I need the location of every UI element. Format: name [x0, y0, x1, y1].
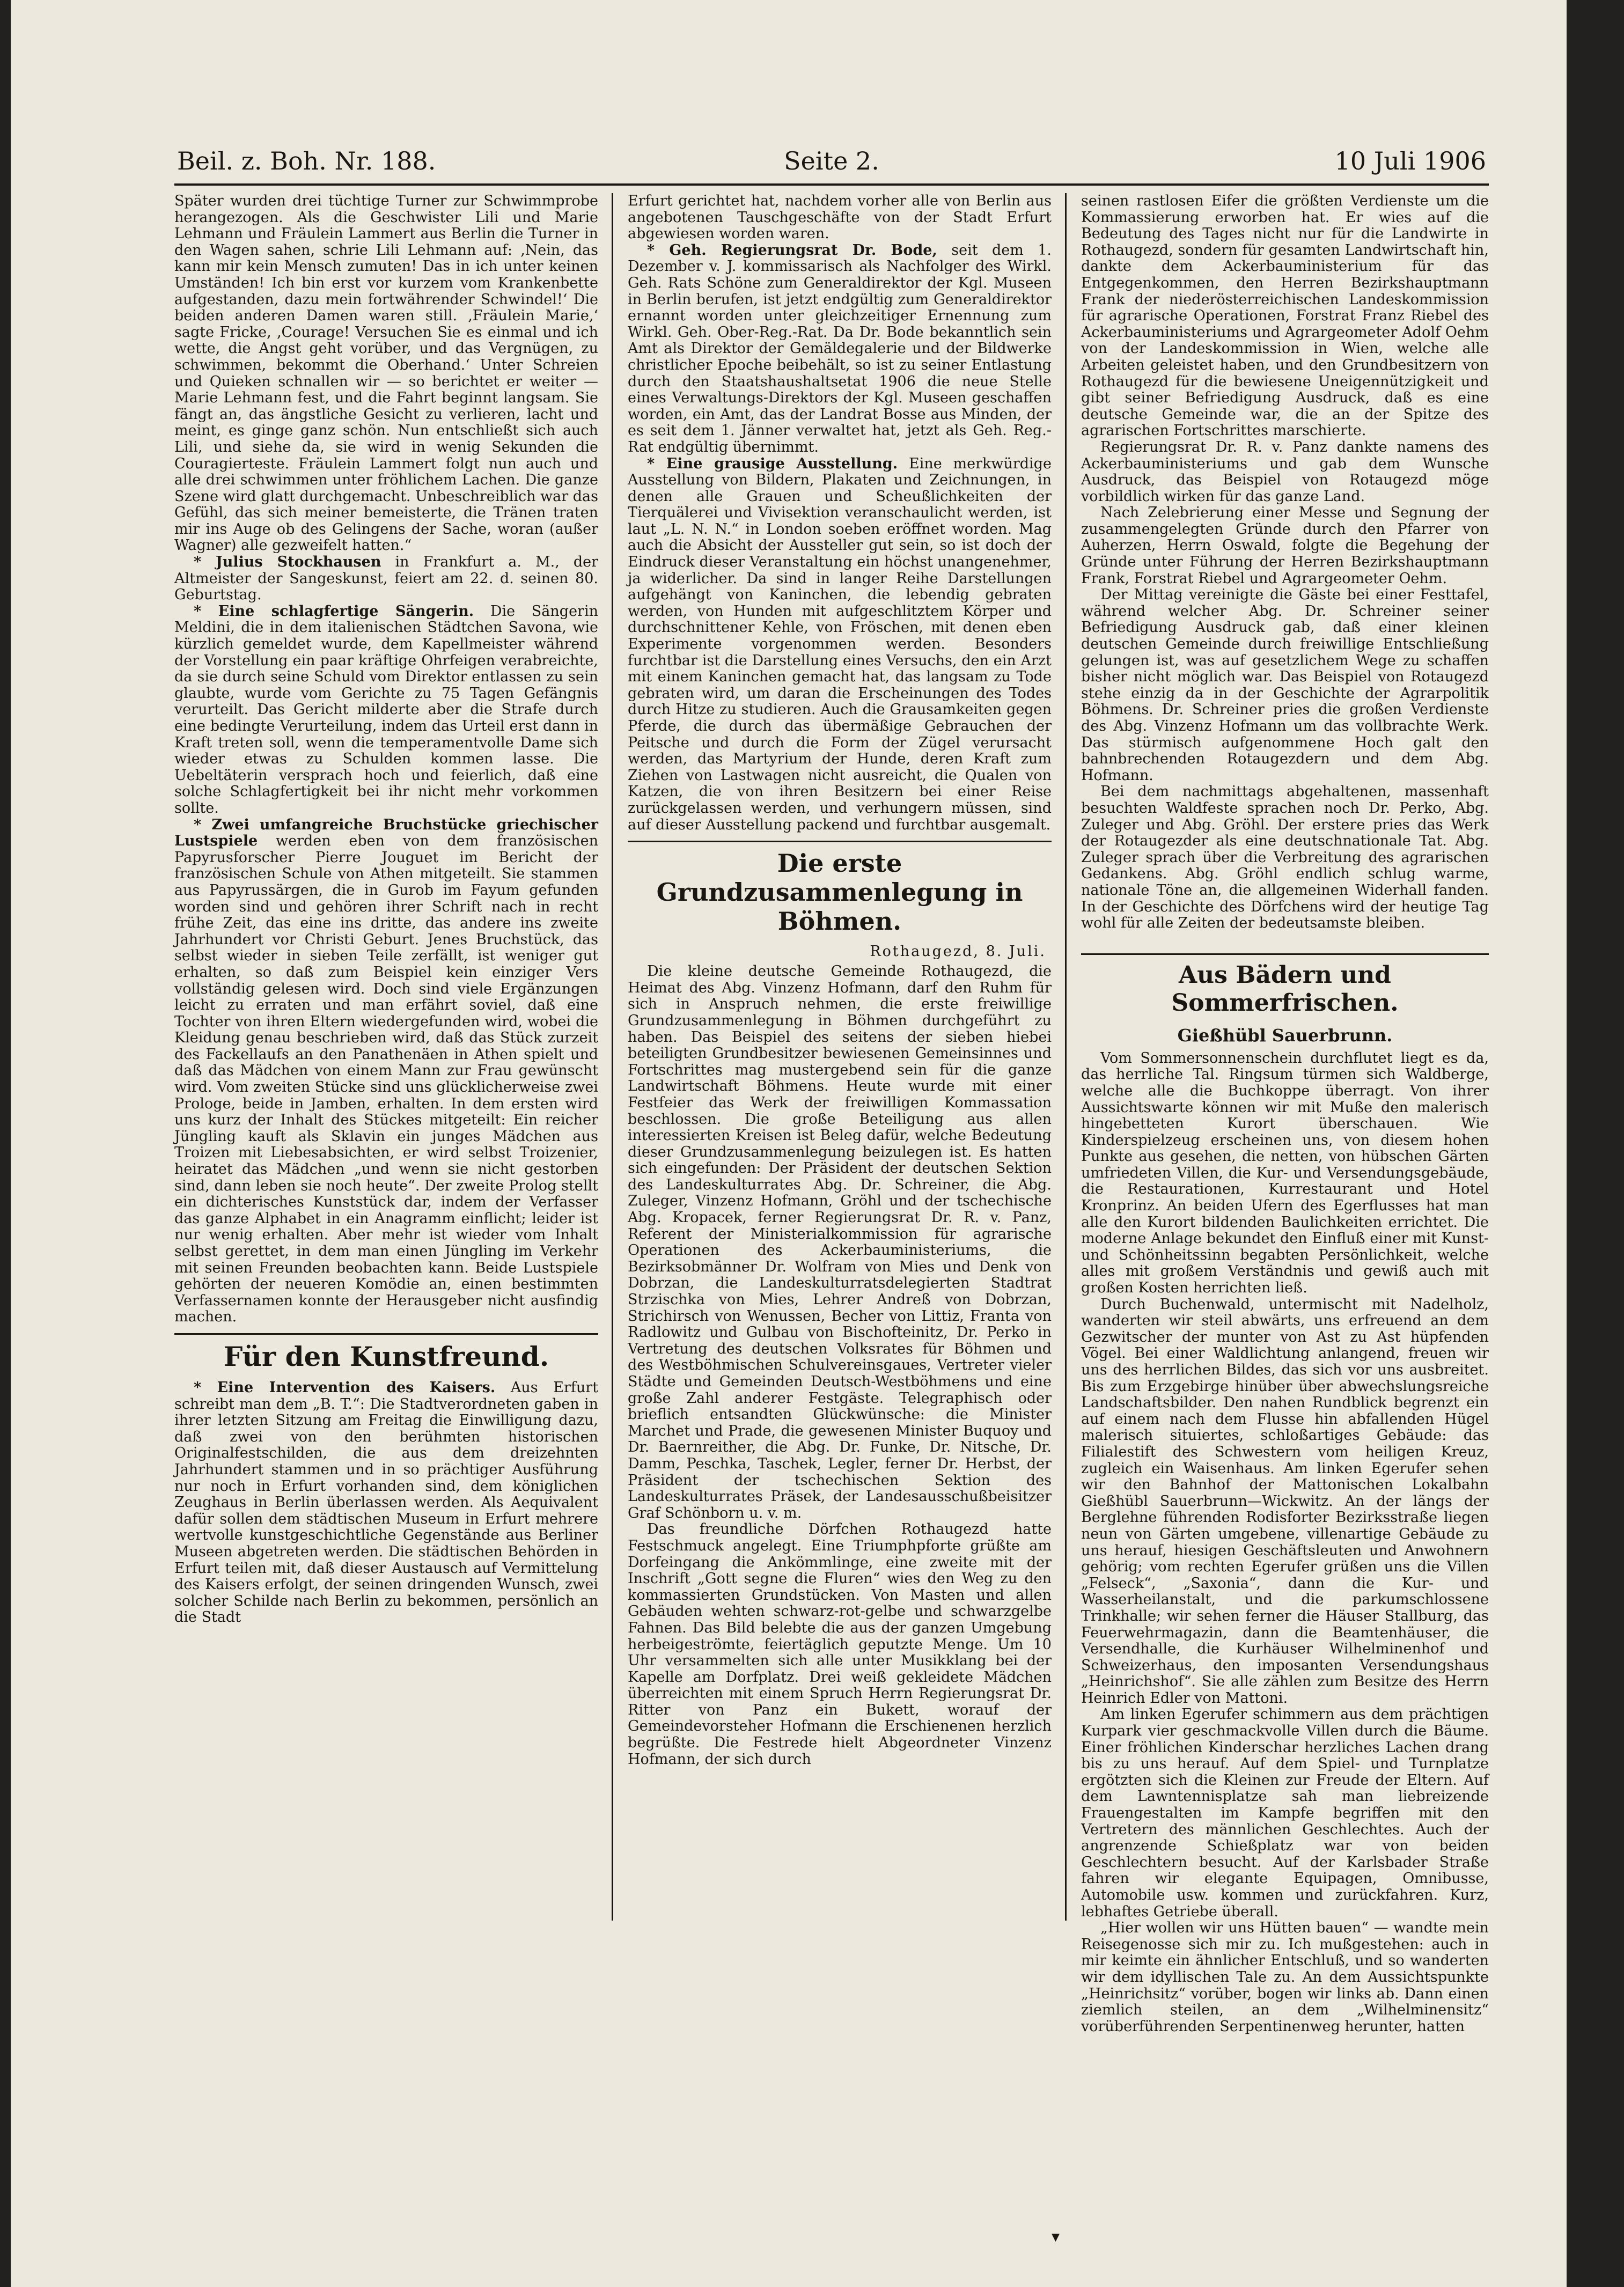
article-paragraph: Vom Sommersonnenschein durchflutet liegt es da, das herrliche Tal. Ringsum türmen sich Waldberge, welche alle die Buchkoppe überragt. Von ihrer Aussichtswarte können wir mit Muße den malerisch hingebetteten Kurort überschauen. Wie Kinderspielzeug erscheinen uns, von diesem hohen Punkte aus gesehen, die netten, von hübschen Gärten umfriedeten Villen, die Kur- und Versendungsgebäude, die Restaurationen, Kurrestaurant und Hotel Kronprinz. An beiden Ufern des Egerflusses hat man alle den Kurort bildenden Baulichkeiten errichtet. Die moderne Anlage bekundet den Einfluß einer mit Kunst- und Schönheitssinn begabten Persönlichkeit, welche alles mit großem Verständnis und gewiß auch mit großen Kosten herrichten ließ. — [1081, 1049, 1489, 1297]
article-paragraph: Das freundliche Dörfchen Rothaugezd hatte Festschmuck angelegt. Eine Triumphpforte grüßte am Dorfeingang die Ankömmlinge, eine zweite mit der Inschrift „Gott segne die Fluren“ wies den Weg zu den kommassierten Grundstücken. Von Masten und allen Gebäuden wehten schwarz-rot-gelbe und schwarzgelbe Fahnen. Das Bild belebte die aus der ganzen Umgebung herbeigeströmte, feiertäglich geputzte Menge. Um 10 Uhr versammelten sich alle unter Musikklang bei der Kapelle am Dorfplatz. Drei weiß gekleidete Mädchen überreichten mit einem Spruch Herrn Regierungsrat Dr. Ritter von Panz ein Bukett, worauf der Gemeindevorsteher Hofmann die Erschienenen herzlich begrüßte. Die Festrede hielt Abgeordneter Vinzenz Hofmann, der sich durch — [628, 1521, 1052, 1768]
article-paragraph: Am linken Egerufer schimmern aus dem prächtigen Kurpark vier geschmackvolle Villen durch die Bäume. Einer fröhlichen Kinderschar herzliches Lachen drang bis zu uns herauf. Auf dem Spiel- und Turnplatze ergötzten sich die Kleinen zur Freude der Eltern. Auf dem Lawntennisplatze sah man liebreizende Frauengestalten im Kampfe begriffen mit den Vertretern des männlichen Geschlechtes. Auch der angrenzende Schießplatz war von beiden Geschlechtern besucht. Auf der Karlsbader Straße fahren wir elegante Equipagen, Omnibusse, Automobile usw. kommen und zurückfahren. Kurz, lebhaftes Getriebe überall. — [1081, 1706, 1489, 1920]
article-heading: * Eine grausige Ausstellung. — [647, 455, 898, 472]
article-text: Eine merkwürdige Ausstellung von Bildern, Plakaten und Zeichnungen, in denen alle Grauen und Scheußlichkeiten der Tierquälerei und Vivisektion veranschaulicht werden, ist laut „L. N. N.“ in London soeben eröffnet worden. Mag auch die Absicht der Aussteller gut sein, so ist doch der Eindruck dieser Veranstaltung ein höchst unangenehmer, ja widerlicher. Da sind in langer Reihe Darstellungen aufgehängt von Kaninchen, die lebendig gebraten werden, von Hunden mit aufgeschlitztem Körper und durchschnittener Kehle, von Fröschen, mit denen eben Experimente vorgenommen werden. Besonders furchtbar ist die Darstellung eines Versuchs, den ein Arzt mit einem Kaninchen gemacht hat, das langsam zu Tode gebraten wird, um daran die Erscheinungen des Todes durch Hitze zu studieren. Auch die Grausamkeiten gegen Pferde, die durch das übermäßige Gebrauchen der Peitsche und durch die Form der Zügel verursacht werden, das Martyrium der Hunde, deren Kraft zum Ziehen von Lastwagen nicht ausreicht, die Qualen von Katzen, die von ihren Besitzern bei einer Reise zurückgelassen werden, und verhungern müssen, sind auf dieser Ausstellung packend und furchtbar ausgemalt. — [628, 455, 1052, 833]
section-rule — [174, 1333, 598, 1335]
column-left — [174, 193, 598, 1899]
article-paragraph — [174, 817, 598, 1326]
article-paragraph — [174, 1380, 598, 1626]
section-rule — [628, 841, 1052, 842]
article-heading: * Zwei umfangreiche Bruchstücke griechischer Lustspiele — [174, 816, 598, 850]
article-paragraph — [628, 456, 1052, 834]
column-middle — [628, 193, 1052, 1899]
article-paragraph: seinen rastlosen Eifer die größten Verdienste um die Kommassierung erworben hat. Er wies auf die Bedeutung des Tages nicht nur für die Landwirte in Rothaugezd, sondern für gesamten Landwirtschaft hin, dankte dem Ackerbauministerium für das Entgegenkommen, den Herren Bezirkshauptmann Frank der niederösterreichischen Landeskommission für agrarische Operationen, Forstrat Franz Riebel des Ackerbauministeriums und Agrargeometer Adolf Oehm von der Landeskommission in Wien, welche alle Arbeiten geleistet haben, und den Grundbesitzern von Rothaugezd für die bewiesene Uneigennützigkeit und gibt seiner Befriedigung Ausdruck, daß es eine deutsche Gemeinde war, die an der Spitze des agrarischen Fortschrittes marschierte. — [1081, 193, 1489, 439]
article-heading: * Geh. Regierungsrat Dr. Bode, — [647, 241, 937, 259]
section-heading: Aus Bädern und Sommerfrischen. — [1171, 961, 1399, 1017]
subsection-heading: Gießhübl Sauerbrunn. — [1177, 1025, 1393, 1046]
section-heading: Für den Kunstfreund. — [223, 1340, 549, 1372]
issue-date: 10 Juli 1906 — [1334, 146, 1486, 175]
newspaper-page — [11, 0, 1567, 2287]
page-number: Seite 2. — [784, 146, 879, 175]
article-paragraph: Erfurt gerichtet hat, nachdem vorher alle von Berlin aus angebotenen Tauschgeschäfte von der Stadt Erfurt abgewiesen worden waren. — [628, 193, 1052, 242]
article-text: Aus Erfurt schreibt man dem „B. T.“: Die Stadtverordneten gaben in ihrer letzten Sitzung am Freitag die Einwilligung dazu, daß zwei von den berühmten historischen Originalfestschilden, die aus dem dreizehnten Jahrhundert stammen und in so prächtiger Ausführung nur noch in Erfurt vorhanden sind, dem königlichen Zeughaus in Berlin überlassen werden. Als Aequivalent dafür sollen dem städtischen Museum in Erfurt mehrere wertvolle kunstgeschichtliche Gegenstände aus Berliner Museen abgetreten werden. Die städtischen Behörden in Erfurt teilen mit, daß dieser Austausch auf Vermittelung des Kaisers erfolgt, der seinen dringenden Wunsch, zwei solcher Schilde nach Berlin zu bekommen, persönlich an die Stadt — [174, 1379, 598, 1626]
article-paragraph: Regierungsrat Dr. R. v. Panz dankte namens des Ackerbauministeriums und gab dem Wunsche Ausdruck, das Beispiel von Rotaugezd möge vorbildlich wirken für das ganze Land. — [1081, 438, 1489, 505]
section-rule — [1081, 953, 1489, 955]
article-text: Die Sängerin Meldini, die in dem italienischen Städtchen Savona, wie kürzlich gemeldet wurde, dem Kapellmeister während der Vorstellung ein paar kräftige Ohrfeigen verabreichte, da sie durch seine Schuld vom Direktor entlassen zu sein glaubte, wurde vom Gerichte zu 75 Tagen Gefängnis verurteilt. Das Gericht milderte aber die Strafe durch eine bedingte Verurteilung, indem das Urteil erst dann in Kraft treten soll, wenn die temperamentvolle Dame sich wieder etwas zu Schulden kommen lasse. Die Uebeltäterin versprach hoch und feierlich, daß eine solche Schlagfertigkeit bei ihr nicht mehr vorkommen sollte. — [174, 602, 598, 817]
article-paragraph: Bei dem nachmittags abgehaltenen, massenhaft besuchten Waldfeste sprachen noch Dr. Perko, Abg. Zuleger und Abg. Gröhl. Der erstere pries das Werk der Rotaugezder als eine deutschnationale Tat. Abg. Zuleger sprach über die Verbreitung des agrarischen Gedankens. Abg. Gröhl endlich schlug warme, nationale Töne an, die allgemeinen Widerhall fanden. In der Geschichte des Dörfchens wird der heutige Tag wohl für alle Zeiten der bedeutsamste bleiben. — [1081, 783, 1489, 932]
dateline: Rothaugezd, 8. Juli. — [870, 943, 1046, 960]
article-paragraph: Später wurden drei tüchtige Turner zur Schwimmprobe herangezogen. Als die Geschwister Lili und Marie Lehmann und Fräulein Lammert aus Berlin die Turner in den Wagen sahen, schrie Lili Lehmann auf: ‚Nein, das kann mir kein Mensch zumuten! Das in ich unter keinen Umständen! Ich bin erst vor kurzem vom Krankenbette aufgestanden, dazu mein fortwährender Schwindel!‘ Die beiden anderen Damen waren still. ‚Fräulein Marie,‘ sagte Fricke, ‚Courage! Versuchen Sie es einmal und ich wette, die Angst geht vorüber, und das Vergnügen, zu schwimmen, bekommt die Oberhand.‘ Unter Schreien und Quieken schnallen wir — so berichtet er weiter — Marie Lehmann fest, und die Fahrt beginnt langsam. Sie fängt an, das ängstliche Gesicht zu verlieren, lacht und meint, es ginge ganz schön. Nun entschließt sich auch Lili, und siehe da, sie wird in wenig Sekunden die Couragierteste. Fräulein Lammert folgt nun auch und alle drei schwimmen unter fröhlichem Lachen. Die ganze Szene wird glatt durchgemacht. Unbeschreiblich war das Gefühl, das sich meiner bemeisterte, die Tränen traten mir ins Auge ob des Gelingens der Sache, woran (außer Wagner) alle gezweifelt hatten.“ — [174, 193, 598, 554]
article-paragraph: „Hier wollen wir uns Hütten bauen“ — wandte mein Reisegenosse sich mir zu. Ich mußgestehen: auch in mir keimte ein ähnlicher Entschluß, und so wanderten wir dem idyllischen Tale zu. An dem Aussichtspunkte „Heinrichsitz“ vorüber, bogen wir links ab. Dann einen ziemlich steilen, an dem „Wilhelminensitz“ vorüberführenden Serpentinenweg herunter, hatten — [1081, 1920, 1489, 2035]
article-paragraph — [174, 604, 598, 817]
article-text: werden eben von dem französischen Papyrusforscher Pierre Jouguet im Bericht der französischen Schule von Athen mitgeteilt. Sie stammen aus Papyrussärgen, die in Gurob im Fayum gefunden worden sind und gehören ihrer Schrift nach in recht frühe Zeit, das eine ins dritte, das andere ins zweite Jahrhundert vor Christi Geburt. Jenes Bruchstück, das selbst wieder in sieben Teile zerfällt, ist weniger gut erhalten, so daß zum Beispiel kein einziger Vers vollständig gelesen wird. Doch sind viele Ergänzungen leicht zu erraten und man erfährt soviel, daß eine Tochter von ihren Eltern wiedergefunden wird, wobei die Kleidung genau beschrieben wird, daß das Stück zurzeit des Fackellaufs an den Panathenäen in Athen spielt und daß das Mädchen von einem Mann zur Frau gewünscht wird. Vom zweiten Stücke sind uns glücklicherweise zwei Prologe, beide in Jamben, erhalten. In dem ersten wird uns kurz der Inhalt des Stückes mitgeteilt: Ein reicher Jüngling kauft als Sklavin ein junges Mädchen aus Troizen mit Liebesabsichten, er wird selbst Troizenier, heiratet das Mädchen „und wenn sie nicht gestorben sind, dann leben sie noch heute“. Der zweite Prolog stellt ein dichterisches Kunststück dar, indem der Verfasser das ganze Alphabet in ein Anagramm einflicht; leider ist nur wenig erhalten. Aber mehr ist wieder vom Inhalt selbst gerettet, in dem man einen Jüngling im Verkehr mit seinen Freunden beobachten kann. Beide Lustspiele gehörten der neueren Komödie an, einen bestimmten Verfassernamen konnte der Herausgeber nicht ausfindig machen. — [174, 833, 598, 1326]
article-paragraph: Durch Buchenwald, untermischt mit Nadelholz, wanderten wir steil abwärts, uns erfreuend an dem Gezwitscher der munter von Ast zu Ast hüpfenden Vögel. Bei einer Waldlichtung anlangend, freuen wir uns des herrlichen Bildes, das sich vor uns ausbreitet. Bis zum Erzgebirge hinüber über abwechslungsreiche Landschaftsbilder. Den nahen Rundblick begrenzt ein auf einem nach dem Flusse hin abfallenden Hügel malerisch situiertes, schloßartiges Gebäude: das Filialestift des Schwestern vom heiligen Kreuz, zugleich ein Waisenhaus. Am linken Egerufer sehen wir den Bahnhof der Mattonischen Lokalbahn Gießhübl Sauerbrunn—Wickwitz. An der längs der Berglehne führenden Rodisforter Bezirksstraße liegen neun von Gärten umgebene, villenartige Gebäude zu uns herauf, hiesigen Geschäftsleuten und Anwohnern gehörig; vom rechten Egerufer grüßen uns die Villen „Felseck“, „Saxonia“, dann die Kur- und Wasserheilanstalt, und die parkumschlossene Trinkhalle; wir sehen ferner die Häuser Stallburg, das Feuerwehrmagazin, dann die Beamtenhäuser, die Versendhalle, die Kurhäuser Wilhelminenhof und Schweizerhaus, den imposanten Versendungshaus „Heinrichshof“. Sie alle zählen zum Besitze des Herrn Heinrich Edler von Mattoni. — [1081, 1296, 1489, 1707]
article-paragraph: Die kleine deutsche Gemeinde Rothaugezd, die Heimat des Abg. Vinzenz Hofmann, darf den Ruhm für sich in Anspruch nehmen, die erste freiwillige Grundzusammenlegung in Böhmen durchgeführt zu haben. Das Beispiel des seitens der sieben hiebei beteiligten Grundbesitzer bewiesenen Gemeinsinnes und Fortschrittes mag mustergebend sein für die ganze Landwirtschaft Böhmens. Heute wurde mit einer Festfeier das Werk der freiwilligen Kommassation beschlossen. Die große Beteiligung aus allen interessierten Kreisen ist Beleg dafür, welche Bedeutung dieser Grundzusammenlegung beizulegen ist. Es hatten sich eingefunden: Der Präsident der deutschen Sektion des Landeskulturrates Abg. Dr. Schreiner, die Abg. Zuleger, Vinzenz Hofmann, Gröhl und der tschechische Abg. Kropacek, ferner Regierungsrat Dr. R. v. Panz, Referent der Ministerialkommission für agrarische Operationen des Ackerbauministeriums, die Bezirksobmänner Dr. Wolfram von Mies und Denk von Dobrzan, die Landeskulturratsdelegierten Stadtrat Strzischka von Mies, Lehrer Andreß von Dobrzan, Strichirsch von Wenussen, Becher von Littiz, Franta von Radlowitz und Gulbau von Bischofteinitz, Dr. Perko in Vertretung des deutschen Volksrates für Böhmen und des Westböhmischen Schulvereinsgaues, Vertreter vieler Städte und Gemeinden Deutsch-Westböhmens und eine große Zahl anderer Festgäste. Telegraphisch oder brieflich entsandten Glückwünsche: die Minister Marchet und Prade, die gewesenen Minister Buquoy und Dr. Baernreither, die Abg. Dr. Funke, Dr. Nitsche, Dr. Damm, Peschka, Taschek, Legler, ferner Dr. Herbst, der Präsident der tschechischen Sektion des Landeskulturrates Präsek, der Landesausschußbeisitzer Graf Schönborn u. v. m. — [628, 963, 1052, 1521]
running-header — [177, 142, 1486, 180]
article-paragraph — [174, 554, 598, 604]
article-text: in Frankfurt a. M., der Altmeister der Sangeskunst, feiert am 22. d. seinen 80. Geburtstag. — [174, 554, 598, 604]
article-paragraph: Der Mittag vereinigte die Gäste bei einer Festtafel, während welcher Abg. Dr. Schreiner seiner Befriedigung Ausdruck gab, daß einer kleinen deutschen Gemeinde durch freiwillige Entschließung gelungen ist, was auf gesetzlichem Wege zu schaffen bisher nicht möglich war. Das Beispiel von Rotaugezd stehe einzig da in der Geschichte der Agrarpolitik Böhmens. Dr. Schreiner pries die großen Verdienste des Abg. Vinzenz Hofmann um das vollbrachte Werk. Das stürmisch aufgenommene Hoch galt den bahnbrechenden Rotaugezdern und dem Abg. Hofmann. — [1081, 586, 1489, 784]
column-right — [1081, 193, 1489, 2035]
supplement-number: Beil. z. Boh. Nr. 188. — [177, 146, 436, 175]
article-text: seit dem 1. Dezember v. J. kommissarisch als Nachfolger des Wirkl. Geh. Rats Schöne zum Generaldirektor der Kgl. Museen in Berlin berufen, ist jetzt endgültig zum Generaldirektor ernannt worden unter gleichzeitiger Ernennung zum Wirkl. Geh. Ober-Reg.-Rat. Da Dr. Bode bekanntlich sein Amt als Direktor der Gemäldegalerie und der Bildwerke christlicher Epoche beibehält, so ist zu seiner Entlastung durch den Staatshaushaltsetat 1906 die neue Stelle eines Verwaltungs-Direktors der Kgl. Museen geschaffen worden, ein Amt, das der Landrat Bosse aus Minden, der es seit dem 1. Jänner verwaltet hat, jetzt als Geh. Reg.-Rat endgültig übernimmt. — [628, 241, 1052, 455]
section-heading: Die erste Grundzusammenlegung in Böhmen. — [656, 849, 1023, 936]
print-mark: ▾ — [1052, 2227, 1060, 2246]
article-paragraph — [628, 242, 1052, 456]
article-paragraph: Nach Zelebrierung einer Messe und Segnung der zusammengelegten Gründe durch den Pfarrer von Auherzen, Herrn Oswald, folgte die Begehung der Gründe unter Führung der Herren Bezirkshauptmann Frank, Forstrat Riebel und Agrargeometer Oehm. — [1081, 504, 1489, 587]
column-divider — [612, 193, 613, 1921]
article-heading: * Julius Stockhausen — [194, 554, 381, 571]
article-heading: * Eine schlagfertige Sängerin. — [194, 602, 474, 620]
column-divider — [1065, 193, 1067, 1921]
header-rule — [174, 183, 1489, 186]
article-heading: * Eine Intervention des Kaisers. — [194, 1379, 496, 1396]
